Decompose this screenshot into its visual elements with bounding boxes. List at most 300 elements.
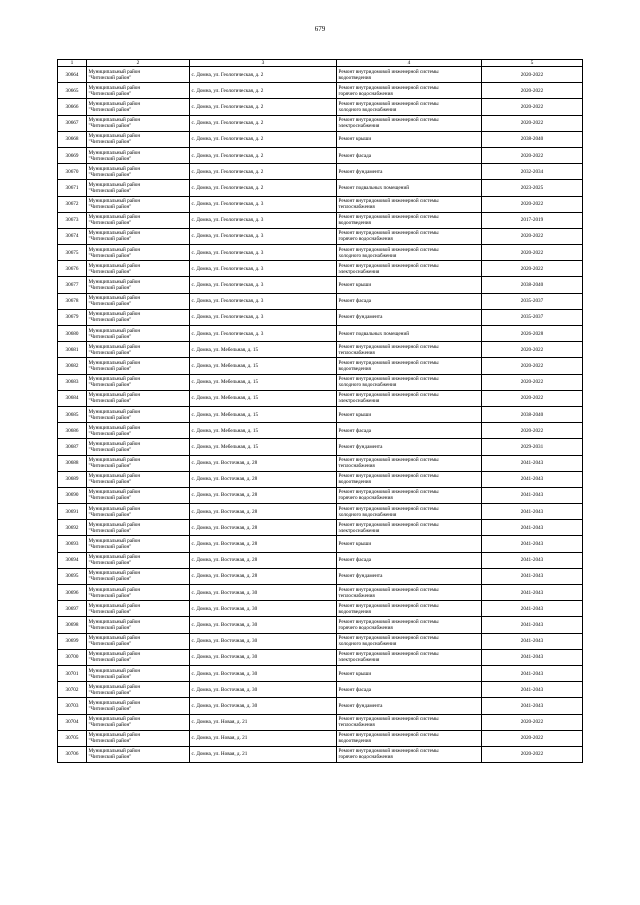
district-cell xyxy=(87,649,190,665)
period-cell: 2041-2043 xyxy=(482,504,583,520)
work-type-line: водоотведения xyxy=(338,74,371,81)
district-line: Муниципальный район xyxy=(88,84,141,91)
work-type-line: водоотведения xyxy=(338,608,371,615)
table-row xyxy=(58,520,583,536)
work-type-cell xyxy=(337,649,482,665)
work-type-cell xyxy=(337,520,482,536)
district-line: "Читинский район" xyxy=(88,236,132,243)
record-number-cell: 30668 xyxy=(58,131,87,147)
address-cell: с. Домна, ул. Новая, д. 21 xyxy=(190,730,337,746)
period-cell: 2041-2043 xyxy=(482,536,583,552)
work-type-cell xyxy=(337,568,482,584)
address-cell: с. Домна, ул. Восточная, д. 30 xyxy=(190,585,337,601)
district-line: Муниципальный район xyxy=(88,327,141,334)
address-cell: с. Домна, ул. Восточная, д. 30 xyxy=(190,617,337,633)
table-body xyxy=(58,60,583,763)
work-type-line: Ремонт фасада xyxy=(338,298,372,305)
district-line: Муниципальный район xyxy=(88,586,141,593)
period-cell: 2041-2043 xyxy=(482,682,583,698)
district-line: "Читинский район" xyxy=(88,139,132,146)
period-cell: 2041-2043 xyxy=(482,455,583,471)
period-cell: 2020-2022 xyxy=(482,746,583,762)
district-line: "Читинский район" xyxy=(88,171,132,178)
address-cell: с. Домна, ул. Геологическая, д. 3 xyxy=(190,228,337,244)
table-row xyxy=(58,261,583,277)
work-type-line: Ремонт крыши xyxy=(338,541,372,548)
district-cell xyxy=(87,504,190,520)
work-type-line: горячего водоснабжения xyxy=(338,236,393,243)
table-row xyxy=(58,245,583,261)
record-number-cell: 30687 xyxy=(58,439,87,455)
work-type-line: горячего водоснабжения xyxy=(338,754,393,761)
period-cell: 2020-2022 xyxy=(482,342,583,358)
address-cell: с. Домна, ул. Восточная, д. 28 xyxy=(190,536,337,552)
district-line: Муниципальный район xyxy=(88,392,141,399)
district-line: Муниципальный район xyxy=(88,246,141,253)
table-row xyxy=(58,617,583,633)
district-line: "Читинский район" xyxy=(88,544,132,551)
address-cell: с. Домна, ул. Восточная, д. 28 xyxy=(190,520,337,536)
work-type-line: Ремонт внутридомовой инженерной системы xyxy=(338,246,439,253)
table-row xyxy=(58,633,583,649)
table-row xyxy=(58,358,583,374)
district-line: "Читинский район" xyxy=(88,382,132,389)
record-number-cell: 30672 xyxy=(58,196,87,212)
district-cell xyxy=(87,682,190,698)
district-line: Муниципальный район xyxy=(88,602,141,609)
address-cell: с. Домна, ул. Геологическая, д. 3 xyxy=(190,326,337,342)
work-type-cell xyxy=(337,714,482,730)
work-type-line: Ремонт крыши xyxy=(338,136,372,143)
work-type-cell xyxy=(337,682,482,698)
address-cell: с. Домна, ул. Восточная, д. 28 xyxy=(190,504,337,520)
district-cell xyxy=(87,487,190,503)
work-type-line: Ремонт подвальных помещений xyxy=(338,184,410,191)
period-cell: 2020-2022 xyxy=(482,714,583,730)
table-row xyxy=(58,293,583,309)
work-type-cell xyxy=(337,487,482,503)
district-cell xyxy=(87,99,190,115)
address-cell: с. Домна, ул. Геологическая, д. 2 xyxy=(190,180,337,196)
work-type-cell xyxy=(337,439,482,455)
address-cell: с. Домна, ул. Геологическая, д. 3 xyxy=(190,309,337,325)
district-cell xyxy=(87,67,190,83)
work-type-cell xyxy=(337,617,482,633)
work-type-cell xyxy=(337,99,482,115)
district-cell xyxy=(87,698,190,714)
work-type-line: Ремонт внутридомовой инженерной системы xyxy=(338,198,439,205)
work-type-line: Ремонт внутридомовой инженерной системы xyxy=(338,716,439,723)
period-cell: 2020-2022 xyxy=(482,358,583,374)
address-cell: с. Домна, ул. Геологическая, д. 2 xyxy=(190,164,337,180)
record-number-cell: 30680 xyxy=(58,326,87,342)
table-row xyxy=(58,196,583,212)
district-cell xyxy=(87,164,190,180)
work-type-line: Ремонт внутридомовой инженерной системы xyxy=(338,618,439,625)
table-row xyxy=(58,83,583,99)
record-number-cell: 30674 xyxy=(58,228,87,244)
work-type-line: Ремонт внутридомовой инженерной системы xyxy=(338,586,439,593)
work-type-line: Ремонт фасада xyxy=(338,686,372,693)
record-number-cell: 30675 xyxy=(58,245,87,261)
period-cell: 2041-2043 xyxy=(482,601,583,617)
work-type-line: холодного водоснабжения xyxy=(338,382,397,389)
period-cell: 2020-2022 xyxy=(482,99,583,115)
work-type-line: Ремонт фундамента xyxy=(338,168,383,175)
period-cell: 2038-2040 xyxy=(482,131,583,147)
address-cell: с. Домна, ул. Мебельная, д. 15 xyxy=(190,374,337,390)
district-line: Муниципальный район xyxy=(88,651,141,658)
district-cell xyxy=(87,326,190,342)
district-cell xyxy=(87,455,190,471)
work-type-line: холодного водоснабжения xyxy=(338,252,397,259)
address-cell: с. Домна, ул. Мебельная, д. 15 xyxy=(190,342,337,358)
district-line: "Читинский район" xyxy=(88,333,132,340)
district-line: Муниципальный район xyxy=(88,262,141,269)
address-cell: с. Домна, ул. Восточная, д. 30 xyxy=(190,649,337,665)
district-line: "Читинский район" xyxy=(88,689,132,696)
district-line: Муниципальный район xyxy=(88,198,141,205)
address-cell: с. Домна, ул. Геологическая, д. 2 xyxy=(190,131,337,147)
table-row xyxy=(58,552,583,568)
work-type-line: Ремонт внутридомовой инженерной системы xyxy=(338,230,439,237)
work-type-line: теплоснабжения xyxy=(338,349,375,356)
work-type-line: Ремонт внутридомовой инженерной системы xyxy=(338,457,439,464)
work-type-cell xyxy=(337,423,482,439)
record-number-cell: 30685 xyxy=(58,406,87,422)
work-type-line: Ремонт фундамента xyxy=(338,443,383,450)
table-row xyxy=(58,601,583,617)
record-number-cell: 30681 xyxy=(58,342,87,358)
table-row xyxy=(58,455,583,471)
work-type-cell xyxy=(337,358,482,374)
district-line: Муниципальный район xyxy=(88,343,141,350)
district-line: Муниципальный район xyxy=(88,667,141,674)
table-row xyxy=(58,714,583,730)
period-cell: 2020-2022 xyxy=(482,374,583,390)
district-line: Муниципальный район xyxy=(88,133,141,140)
work-type-cell xyxy=(337,212,482,228)
table-row xyxy=(58,682,583,698)
district-line: Муниципальный район xyxy=(88,68,141,75)
district-cell xyxy=(87,601,190,617)
address-cell: с. Домна, ул. Геологическая, д. 2 xyxy=(190,147,337,163)
district-line: "Читинский район" xyxy=(88,754,132,761)
district-cell xyxy=(87,358,190,374)
district-line: Муниципальный район xyxy=(88,538,141,545)
record-number-cell: 30683 xyxy=(58,374,87,390)
district-cell xyxy=(87,245,190,261)
district-line: Муниципальный район xyxy=(88,100,141,107)
period-cell: 2035-2037 xyxy=(482,309,583,325)
record-number-cell: 30688 xyxy=(58,455,87,471)
district-cell xyxy=(87,665,190,681)
table-row xyxy=(58,487,583,503)
address-cell: с. Домна, ул. Мебельная, д. 15 xyxy=(190,423,337,439)
work-type-line: Ремонт крыши xyxy=(338,411,372,418)
district-line: Муниципальный район xyxy=(88,165,141,172)
work-type-line: теплоснабжения xyxy=(338,722,375,729)
district-line: "Читинский район" xyxy=(88,349,132,356)
address-cell: с. Домна, ул. Мебельная, д. 15 xyxy=(190,390,337,406)
work-type-line: Ремонт внутридомовой инженерной системы xyxy=(338,100,439,107)
district-line: "Читинский район" xyxy=(88,285,132,292)
work-type-cell xyxy=(337,293,482,309)
work-type-line: Ремонт внутридомовой инженерной системы xyxy=(338,343,439,350)
district-line: Муниципальный район xyxy=(88,570,141,577)
record-number-cell: 30677 xyxy=(58,277,87,293)
work-type-line: горячего водоснабжения xyxy=(338,495,393,502)
period-cell: 2020-2022 xyxy=(482,390,583,406)
table-row xyxy=(58,374,583,390)
district-cell xyxy=(87,423,190,439)
district-cell xyxy=(87,585,190,601)
district-cell xyxy=(87,374,190,390)
district-line: "Читинский район" xyxy=(88,74,132,81)
district-line: Муниципальный район xyxy=(88,618,141,625)
work-type-cell xyxy=(337,665,482,681)
address-cell: с. Домна, ул. Геологическая, д. 3 xyxy=(190,293,337,309)
work-type-line: холодного водоснабжения xyxy=(338,511,397,518)
period-cell: 2041-2043 xyxy=(482,471,583,487)
district-line: Муниципальный район xyxy=(88,473,141,480)
work-type-cell xyxy=(337,261,482,277)
district-cell xyxy=(87,83,190,99)
district-cell xyxy=(87,520,190,536)
work-type-line: Ремонт внутридомовой инженерной системы xyxy=(338,359,439,366)
district-line: Муниципальный район xyxy=(88,149,141,156)
work-type-cell xyxy=(337,390,482,406)
district-line: Муниципальный район xyxy=(88,505,141,512)
work-type-cell xyxy=(337,406,482,422)
district-line: Муниципальный район xyxy=(88,359,141,366)
record-number-cell: 30697 xyxy=(58,601,87,617)
record-number-cell: 30684 xyxy=(58,390,87,406)
district-line: "Читинский район" xyxy=(88,641,132,648)
district-cell xyxy=(87,406,190,422)
record-number-cell: 30698 xyxy=(58,617,87,633)
period-cell: 2041-2043 xyxy=(482,633,583,649)
table-row xyxy=(58,131,583,147)
district-line: Муниципальный район xyxy=(88,279,141,286)
district-line: "Читинский район" xyxy=(88,301,132,308)
work-type-line: Ремонт фасада xyxy=(338,152,372,159)
district-cell xyxy=(87,342,190,358)
work-type-line: Ремонт внутридомовой инженерной системы xyxy=(338,521,439,528)
district-line: Муниципальный район xyxy=(88,699,141,706)
work-type-line: Ремонт внутридомовой инженерной системы xyxy=(338,651,439,658)
work-type-line: теплоснабжения xyxy=(338,204,375,211)
district-line: "Читинский район" xyxy=(88,527,132,534)
period-cell: 2041-2043 xyxy=(482,617,583,633)
address-cell: с. Домна, ул. Новая, д. 21 xyxy=(190,714,337,730)
period-cell: 2020-2022 xyxy=(482,228,583,244)
district-cell xyxy=(87,228,190,244)
period-cell: 2020-2022 xyxy=(482,261,583,277)
period-cell: 2020-2022 xyxy=(482,115,583,131)
table-row xyxy=(58,164,583,180)
district-line: Муниципальный район xyxy=(88,230,141,237)
work-type-line: горячего водоснабжения xyxy=(338,90,393,97)
record-number-cell: 30703 xyxy=(58,698,87,714)
record-number-cell: 30664 xyxy=(58,67,87,83)
district-cell xyxy=(87,568,190,584)
period-cell: 2017-2019 xyxy=(482,212,583,228)
work-type-line: теплоснабжения xyxy=(338,592,375,599)
capital-repair-table xyxy=(57,59,583,763)
work-type-line: Ремонт внутридомовой инженерной системы xyxy=(338,748,439,755)
district-cell xyxy=(87,196,190,212)
work-type-cell xyxy=(337,698,482,714)
district-line: Муниципальный район xyxy=(88,295,141,302)
table-row xyxy=(58,277,583,293)
work-type-line: Ремонт внутридомовой инженерной системы xyxy=(338,635,439,642)
work-type-line: Ремонт внутридомовой инженерной системы xyxy=(338,68,439,75)
work-type-cell xyxy=(337,326,482,342)
district-line: Муниципальный район xyxy=(88,635,141,642)
district-line: "Читинский район" xyxy=(88,446,132,453)
district-line: Муниципальный район xyxy=(88,457,141,464)
period-cell: 2020-2022 xyxy=(482,67,583,83)
work-type-cell xyxy=(337,504,482,520)
table-row xyxy=(58,406,583,422)
district-line: "Читинский район" xyxy=(88,365,132,372)
table-row xyxy=(58,423,583,439)
work-type-line: водоотведения xyxy=(338,479,371,486)
work-type-cell xyxy=(337,455,482,471)
period-cell: 2041-2043 xyxy=(482,552,583,568)
work-type-cell xyxy=(337,196,482,212)
work-type-cell xyxy=(337,164,482,180)
work-type-cell xyxy=(337,245,482,261)
district-line: "Читинский район" xyxy=(88,560,132,567)
address-cell: с. Домна, ул. Геологическая, д. 2 xyxy=(190,99,337,115)
district-line: Муниципальный район xyxy=(88,376,141,383)
period-cell: 2023-2025 xyxy=(482,180,583,196)
work-type-line: водоотведения xyxy=(338,365,371,372)
table-row xyxy=(58,390,583,406)
work-type-line: Ремонт фундамента xyxy=(338,702,383,709)
work-type-line: Ремонт внутридомовой инженерной системы xyxy=(338,262,439,269)
district-line: Муниципальный район xyxy=(88,554,141,561)
district-line: "Читинский район" xyxy=(88,268,132,275)
district-line: Муниципальный район xyxy=(88,408,141,415)
work-type-line: электроснабжения xyxy=(338,268,380,275)
address-cell: с. Домна, ул. Геологическая, д. 3 xyxy=(190,212,337,228)
record-number-cell: 30689 xyxy=(58,471,87,487)
work-type-line: водоотведения xyxy=(338,220,371,227)
period-cell: 2041-2043 xyxy=(482,520,583,536)
record-number-cell: 30673 xyxy=(58,212,87,228)
work-type-line: Ремонт крыши xyxy=(338,282,372,289)
district-line: "Читинский район" xyxy=(88,592,132,599)
district-cell xyxy=(87,552,190,568)
district-line: Муниципальный район xyxy=(88,683,141,690)
table-row xyxy=(58,649,583,665)
record-number-cell: 30679 xyxy=(58,309,87,325)
district-line: "Читинский район" xyxy=(88,511,132,518)
district-cell xyxy=(87,714,190,730)
period-cell: 2041-2043 xyxy=(482,665,583,681)
address-cell: с. Домна, ул. Геологическая, д. 3 xyxy=(190,261,337,277)
table-row xyxy=(58,665,583,681)
work-type-line: Ремонт внутридомовой инженерной системы xyxy=(338,214,439,221)
district-line: "Читинский район" xyxy=(88,187,132,194)
work-type-cell xyxy=(337,67,482,83)
district-line: "Читинский район" xyxy=(88,220,132,227)
work-type-cell xyxy=(337,471,482,487)
table-row xyxy=(58,212,583,228)
work-type-line: Ремонт внутридомовой инженерной системы xyxy=(338,602,439,609)
table-row xyxy=(58,326,583,342)
address-cell: с. Домна, ул. Геологическая, д. 3 xyxy=(190,245,337,261)
record-number-cell: 30694 xyxy=(58,552,87,568)
work-type-line: Ремонт внутридомовой инженерной системы xyxy=(338,392,439,399)
address-cell: с. Домна, ул. Восточная, д. 28 xyxy=(190,471,337,487)
record-number-cell: 30700 xyxy=(58,649,87,665)
district-cell xyxy=(87,293,190,309)
period-cell: 2020-2022 xyxy=(482,147,583,163)
record-number-cell: 30706 xyxy=(58,746,87,762)
work-type-cell xyxy=(337,730,482,746)
district-line: "Читинский район" xyxy=(88,673,132,680)
address-cell: с. Домна, ул. Мебельная, д. 15 xyxy=(190,406,337,422)
district-cell xyxy=(87,746,190,762)
address-cell: с. Домна, ул. Восточная, д. 28 xyxy=(190,487,337,503)
work-type-line: Ремонт внутридомовой инженерной системы xyxy=(338,732,439,739)
work-type-cell xyxy=(337,228,482,244)
table-row xyxy=(58,746,583,762)
record-number-cell: 30670 xyxy=(58,164,87,180)
district-line: "Читинский район" xyxy=(88,204,132,211)
record-number-cell: 30704 xyxy=(58,714,87,730)
work-type-line: Ремонт внутридомовой инженерной системы xyxy=(338,505,439,512)
district-line: Муниципальный район xyxy=(88,181,141,188)
work-type-line: холодного водоснабжения xyxy=(338,641,397,648)
district-line: "Читинский район" xyxy=(88,252,132,259)
district-line: "Читинский район" xyxy=(88,722,132,729)
table-row xyxy=(58,309,583,325)
work-type-line: Ремонт фундамента xyxy=(338,314,383,321)
address-cell: с. Домна, ул. Восточная, д. 30 xyxy=(190,633,337,649)
table-row xyxy=(58,342,583,358)
table-row xyxy=(58,147,583,163)
page-number: 679 xyxy=(314,25,326,33)
work-type-line: горячего водоснабжения xyxy=(338,624,393,631)
period-cell: 2032-2034 xyxy=(482,164,583,180)
period-cell: 2029-2031 xyxy=(482,439,583,455)
address-cell: с. Домна, ул. Геологическая, д. 3 xyxy=(190,196,337,212)
district-cell xyxy=(87,439,190,455)
record-number-cell: 30682 xyxy=(58,358,87,374)
period-cell: 2020-2022 xyxy=(482,245,583,261)
record-number-cell: 30705 xyxy=(58,730,87,746)
district-line: Муниципальный район xyxy=(88,424,141,431)
table-row xyxy=(58,698,583,714)
district-line: "Читинский район" xyxy=(88,608,132,615)
district-line: "Читинский район" xyxy=(88,624,132,631)
district-cell xyxy=(87,131,190,147)
district-line: Муниципальный район xyxy=(88,521,141,528)
record-number-cell: 30699 xyxy=(58,633,87,649)
work-type-cell xyxy=(337,746,482,762)
record-number-cell: 30702 xyxy=(58,682,87,698)
district-line: "Читинский район" xyxy=(88,463,132,470)
district-cell xyxy=(87,180,190,196)
record-number-cell: 30686 xyxy=(58,423,87,439)
work-type-line: Ремонт внутридомовой инженерной системы xyxy=(338,489,439,496)
record-number-cell: 30678 xyxy=(58,293,87,309)
